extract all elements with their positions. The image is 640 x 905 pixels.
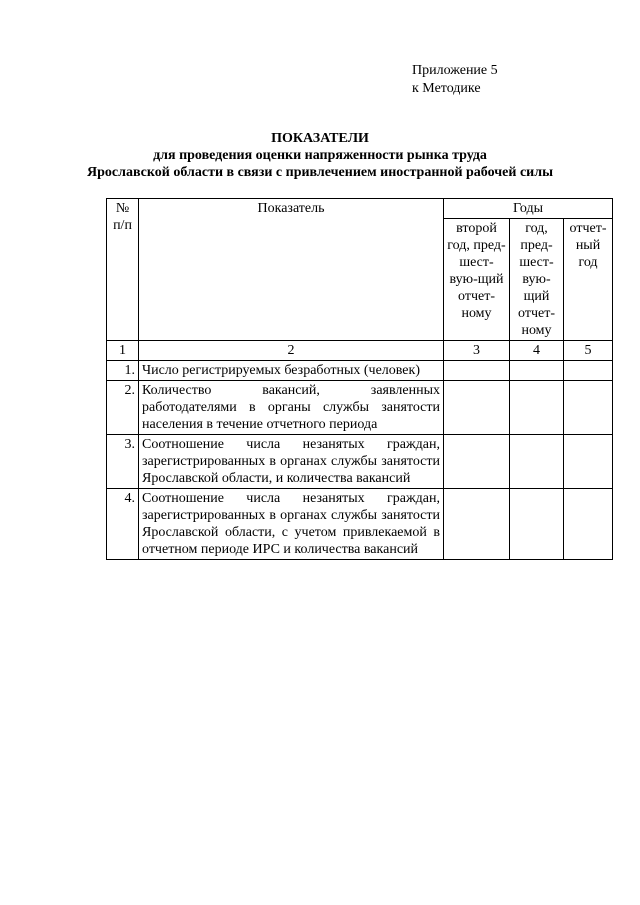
heading-line-3: Ярославской области в связи с привлечением иностранной рабочей силы xyxy=(86,165,554,180)
row-cell-year-reporting xyxy=(564,361,613,381)
row-cell-year-preceding xyxy=(510,435,564,489)
row-cell-year-second-preceding xyxy=(444,489,510,560)
table-row xyxy=(107,361,613,381)
row-number: 2. xyxy=(107,381,139,435)
row-cell-year-second-preceding xyxy=(444,361,510,381)
appendix-line-2: к Методике xyxy=(412,81,481,96)
column-number-4: 4 xyxy=(510,341,564,361)
table-row xyxy=(107,381,613,435)
header-years-column: Годы xyxy=(444,199,613,219)
row-cell-year-preceding xyxy=(510,361,564,381)
header-indicator-column: Показатель xyxy=(139,199,444,341)
row-number: 1. xyxy=(107,361,139,381)
header-year-preceding: год, пред-шест-вую-щий отчет-ному xyxy=(510,219,564,341)
row-cell-year-preceding xyxy=(510,489,564,560)
indicators-table xyxy=(106,198,613,560)
row-cell-year-second-preceding xyxy=(444,435,510,489)
row-number: 3. xyxy=(107,435,139,489)
row-indicator: Число регистрируемых безработных (человек) xyxy=(139,361,444,381)
table-row xyxy=(107,435,613,489)
column-number-1: 1 xyxy=(107,341,139,361)
table-row xyxy=(107,489,613,560)
column-numbering-row xyxy=(107,341,613,361)
column-number-2: 2 xyxy=(139,341,444,361)
row-cell-year-reporting xyxy=(564,435,613,489)
document-heading xyxy=(0,130,640,181)
appendix-note xyxy=(412,62,498,98)
appendix-line-1: Приложение 5 xyxy=(412,63,498,78)
row-indicator: Количество вакансий, заявленных работодателями в органы службы занятости населения в течение отчетного периода xyxy=(139,381,444,435)
heading-title: ПОКАЗАТЕЛИ xyxy=(271,131,369,146)
row-cell-year-preceding xyxy=(510,381,564,435)
row-cell-year-second-preceding xyxy=(444,381,510,435)
row-cell-year-reporting xyxy=(564,489,613,560)
row-indicator: Соотношение числа незанятых граждан, зарегистрированных в органах службы занятости Ярославской области, с учетом привлекаемой в отчетном периоде ИРС и количества вакансий xyxy=(139,489,444,560)
row-indicator: Соотношение числа незанятых граждан, зарегистрированных в органах службы занятости Ярославской области, и количества вакансий xyxy=(139,435,444,489)
header-year-reporting: отчет-ный год xyxy=(564,219,613,341)
column-number-3: 3 xyxy=(444,341,510,361)
table-header-row xyxy=(107,199,613,219)
column-number-5: 5 xyxy=(564,341,613,361)
header-year-second-preceding: второй год, пред-шест-вую-щий отчет-ному xyxy=(444,219,510,341)
row-number: 4. xyxy=(107,489,139,560)
row-cell-year-reporting xyxy=(564,381,613,435)
heading-line-2: для проведения оценки напряженности рынка труда xyxy=(153,148,487,163)
header-number-column: № п/п xyxy=(107,199,139,341)
